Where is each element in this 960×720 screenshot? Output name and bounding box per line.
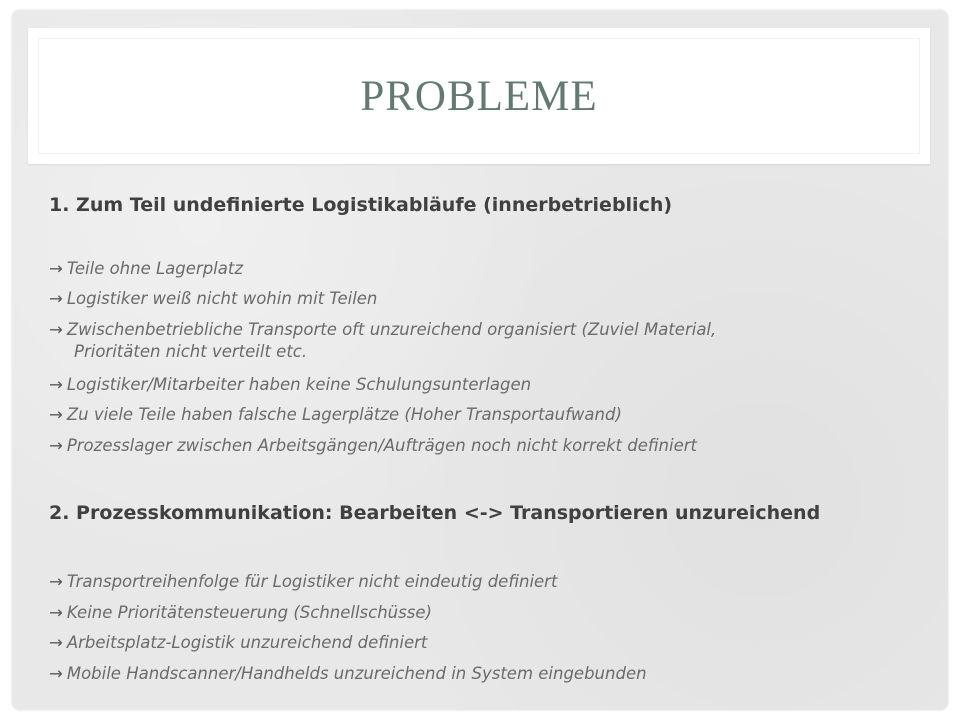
bullet-item (49, 632, 427, 654)
arrow-icon: → (49, 572, 63, 591)
bullet-text: Prozesslager zwischen Arbeitsgängen/Aufträgen noch nicht korrekt definiert (66, 436, 697, 455)
bullet-item (49, 319, 716, 363)
arrow-icon: → (49, 375, 63, 394)
bullet-item (49, 435, 697, 457)
arrow-icon: → (49, 320, 63, 339)
arrow-icon: → (49, 664, 63, 683)
arrow-icon: → (49, 603, 63, 622)
bullet-text: Keine Prioritätensteuerung (Schnellschüsse) (66, 603, 432, 622)
bullet-text: Transportreihenfolge für Logistiker nicht eindeutig definiert (66, 572, 558, 591)
arrow-icon: → (49, 259, 63, 278)
bullet-item (49, 602, 432, 624)
bullet-text: Logistiker weiß nicht wohin mit Teilen (66, 289, 378, 308)
arrow-icon: → (49, 633, 63, 652)
slide-title: PROBLEME (360, 72, 598, 120)
arrow-icon: → (49, 405, 63, 424)
bullet-item (49, 571, 557, 593)
slide (12, 10, 948, 710)
bullet-text: Logistiker/Mitarbeiter haben keine Schulungsunterlagen (66, 375, 532, 394)
bullet-item (49, 374, 531, 396)
section-heading-2: 2. Prozesskommunikation: Bearbeiten <-> Transportieren unzureichend (49, 502, 821, 524)
bullet-text-continuation: Prioritäten nicht verteilt etc. (74, 342, 308, 361)
bullet-item (49, 404, 622, 426)
bullet-text: Zwischenbetriebliche Transporte oft unzureichend organisiert (Zuviel Material, (66, 320, 717, 339)
bullet-text: Teile ohne Lagerplatz (66, 259, 244, 278)
bullet-item (49, 663, 647, 685)
bullet-item (49, 258, 243, 280)
arrow-icon: → (49, 289, 63, 308)
slide-content (12, 10, 948, 710)
arrow-icon: → (49, 436, 63, 455)
bullet-text: Zu viele Teile haben falsche Lagerplätze (Hoher Transportaufwand) (66, 405, 622, 424)
section-heading-1: 1. Zum Teil undefinierte Logistikabläufe (innerbetrieblich) (49, 194, 673, 216)
bullet-text: Mobile Handscanner/Handhelds unzureichend in System eingebunden (66, 664, 647, 683)
bullet-text: Arbeitsplatz-Logistik unzureichend definiert (66, 633, 428, 652)
bullet-item (49, 288, 377, 310)
